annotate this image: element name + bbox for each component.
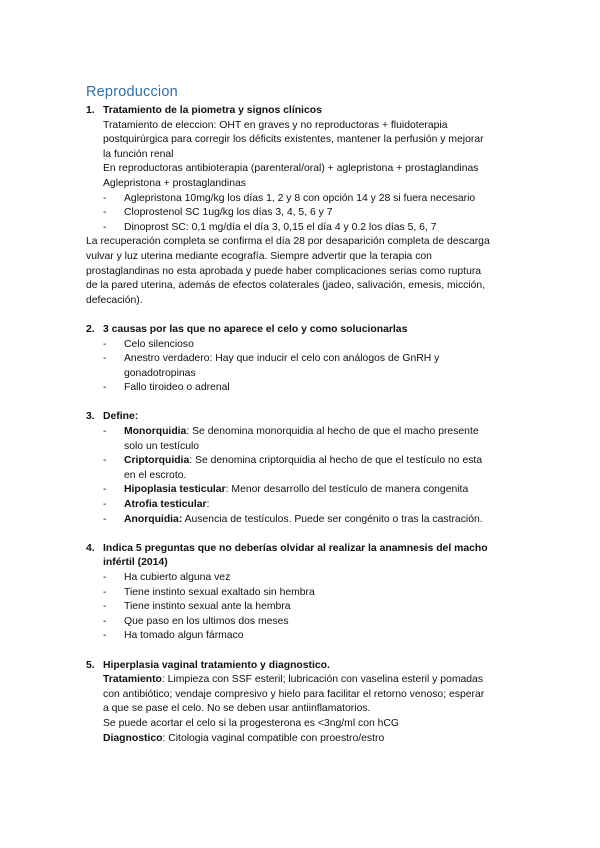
dash-bullet: -	[103, 513, 107, 525]
section-5-heading	[86, 659, 526, 674]
list-item	[86, 192, 526, 207]
list-item	[86, 206, 526, 221]
section-heading-text: Tratamiento de la piometra y signos clínicos	[103, 105, 322, 116]
list-item-text: Celo silencioso	[124, 338, 194, 350]
section-number: 2.	[86, 323, 95, 335]
section-4-heading	[86, 542, 526, 557]
definition-term: Criptorquidia	[124, 455, 190, 467]
section-1-line: En reproductoras antibioterapia (parenteral/oral) + aglepristona + prostaglandinas	[103, 163, 479, 175]
definition-continuation	[86, 440, 526, 455]
dash-bullet: -	[103, 484, 107, 496]
dash-bullet: -	[103, 586, 107, 598]
list-item-continuation	[86, 367, 526, 382]
list-item	[86, 381, 526, 396]
section-number: 3.	[86, 411, 95, 423]
list-item-text: Cloprostenol SC 1ug/kg los días 3, 4, 5, 6 y 7	[124, 207, 333, 219]
treatment-line	[86, 673, 526, 688]
section-heading-text: Indica 5 preguntas que no deberías olvidar al realizar la anamnesis del macho	[103, 542, 488, 554]
list-item-text: Ha tomado algun fármaco	[124, 630, 244, 642]
dash-bullet: -	[103, 338, 107, 350]
page-title: Reproduccion	[86, 84, 178, 100]
treatment-line: con antibiótico; vendaje compresivo y hielo para facilitar el retorno venoso; esperar	[103, 688, 485, 700]
definition-item	[86, 454, 526, 469]
dash-bullet: -	[103, 353, 107, 365]
definition-term: Atrofia testicular	[124, 499, 207, 511]
diagnosis-text: : Citologia vaginal compatible con proestro/estro	[162, 732, 385, 744]
definition-text: en el escroto.	[124, 469, 187, 481]
list-item-text: Aglepristona 10mg/kg los días 1, 2 y 8 con opción 14 y 28 si fuera necesario	[124, 192, 476, 204]
treatment-text: : Limpieza con SSF esteril; lubricación con vaselina esteril y pomadas	[161, 674, 484, 686]
dash-bullet: -	[103, 601, 107, 613]
list-item	[86, 615, 526, 630]
definition-text: solo un testículo	[124, 440, 200, 452]
definition-item	[86, 425, 526, 440]
section-1-paragraph-line: La recuperación completa se confirma el día 28 por desaparición completa de descarga	[86, 236, 490, 248]
treatment-line: a que se pase el celo. No se deben usar antiinflamatorios.	[103, 703, 371, 715]
section-number: 1.	[86, 105, 95, 116]
list-item	[86, 629, 526, 644]
dash-bullet: -	[103, 499, 107, 511]
definition-continuation	[86, 469, 526, 484]
dash-bullet: -	[103, 426, 107, 438]
list-item	[86, 338, 526, 353]
section-1-line: Tratamiento de eleccion: OHT en graves y no reproductoras + fluidoterapia	[103, 119, 448, 131]
dash-bullet: -	[103, 615, 107, 627]
list-item	[86, 600, 526, 615]
dash-bullet: -	[103, 221, 107, 233]
definition-term: Anorquidia:	[124, 513, 183, 525]
section-1-heading	[86, 104, 526, 119]
list-item-text: Tiene instinto sexual ante la hembra	[124, 601, 291, 613]
section-heading-text: Define:	[103, 411, 139, 423]
definition-item	[86, 513, 526, 528]
section-1-paragraph-line: de la pared uterina, además de efectos colaterales (jadeo, salivación, emesis, micción,	[86, 280, 486, 292]
section-heading-text: Hiperplasia vaginal tratamiento y diagnostico.	[103, 659, 330, 671]
dash-bullet: -	[103, 382, 107, 394]
section-1-line: postquirúrgica para corregir los déficits existentes, mantener la perfusión y mejorar	[103, 134, 484, 146]
list-item-text: gonadotropinas	[124, 367, 196, 379]
list-item-text: Anestro verdadero: Hay que inducir el celo con análogos de GnRH y	[124, 353, 440, 365]
dash-bullet: -	[103, 192, 107, 204]
definition-text: : Se denomina monorquidia al hecho de que el macho presente	[186, 426, 479, 438]
list-item	[86, 586, 526, 601]
treatment-line: Se puede acortar el celo si la progesterona es <3ng/ml con hCG	[103, 717, 400, 729]
dash-bullet: -	[103, 207, 107, 219]
section-1-paragraph-line: vulvar y luz uterina mediante ecografía. Siempre advertir que la terapia con	[86, 250, 432, 262]
definition-text: : Se denomina criptorquidia al hecho de que el testículo no esta	[189, 455, 483, 467]
section-1-line: Aglepristona + prostaglandinas	[103, 177, 246, 189]
section-heading-text: 3 causas por las que no aparece el celo y como solucionarlas	[103, 323, 408, 335]
section-number: 4.	[86, 542, 95, 554]
section-number: 5.	[86, 659, 95, 671]
definition-text: : Menor desarrollo del testículo de manera congenita	[225, 484, 469, 496]
definition-text: Ausencia de testículos. Puede ser congénito o tras la castración.	[182, 513, 483, 525]
definition-item	[86, 483, 526, 498]
definition-item	[86, 498, 526, 513]
diagnosis-line	[86, 732, 526, 747]
document-body	[86, 104, 526, 746]
list-item-text: Que paso en los ultimos dos meses	[124, 615, 289, 627]
definition-term: Hipoplasia testicular	[124, 484, 226, 496]
treatment-label: Tratamiento	[103, 674, 162, 686]
dash-bullet: -	[103, 630, 107, 642]
definition-text: :	[206, 499, 210, 511]
section-2-heading	[86, 323, 526, 338]
diagnosis-label: Diagnostico	[103, 732, 163, 744]
section-4-heading-continuation: infértil (2014)	[103, 557, 168, 569]
list-item-text: Dinoprost SC: 0,1 mg/día el día 3, 0,15 el día 4 y 0.2 los días 5, 6, 7	[124, 221, 437, 233]
list-item-text: Tiene instinto sexual exaltado sin hembra	[124, 586, 315, 598]
dash-bullet: -	[103, 455, 107, 467]
section-1-paragraph-line: defecación).	[86, 294, 143, 306]
list-item	[86, 571, 526, 586]
section-3-heading	[86, 410, 526, 425]
list-item	[86, 221, 526, 236]
list-item-text: Ha cubierto alguna vez	[124, 572, 231, 583]
list-item	[86, 352, 526, 367]
definition-term: Monorquidia	[124, 426, 187, 438]
section-1-paragraph-line: prostaglandinas no esta aprobada y puede haber complicaciones serias como ruptura	[86, 265, 482, 277]
dash-bullet: -	[103, 572, 107, 583]
section-1-line: la función renal	[103, 148, 174, 160]
list-item-text: Fallo tiroideo o adrenal	[124, 382, 230, 394]
